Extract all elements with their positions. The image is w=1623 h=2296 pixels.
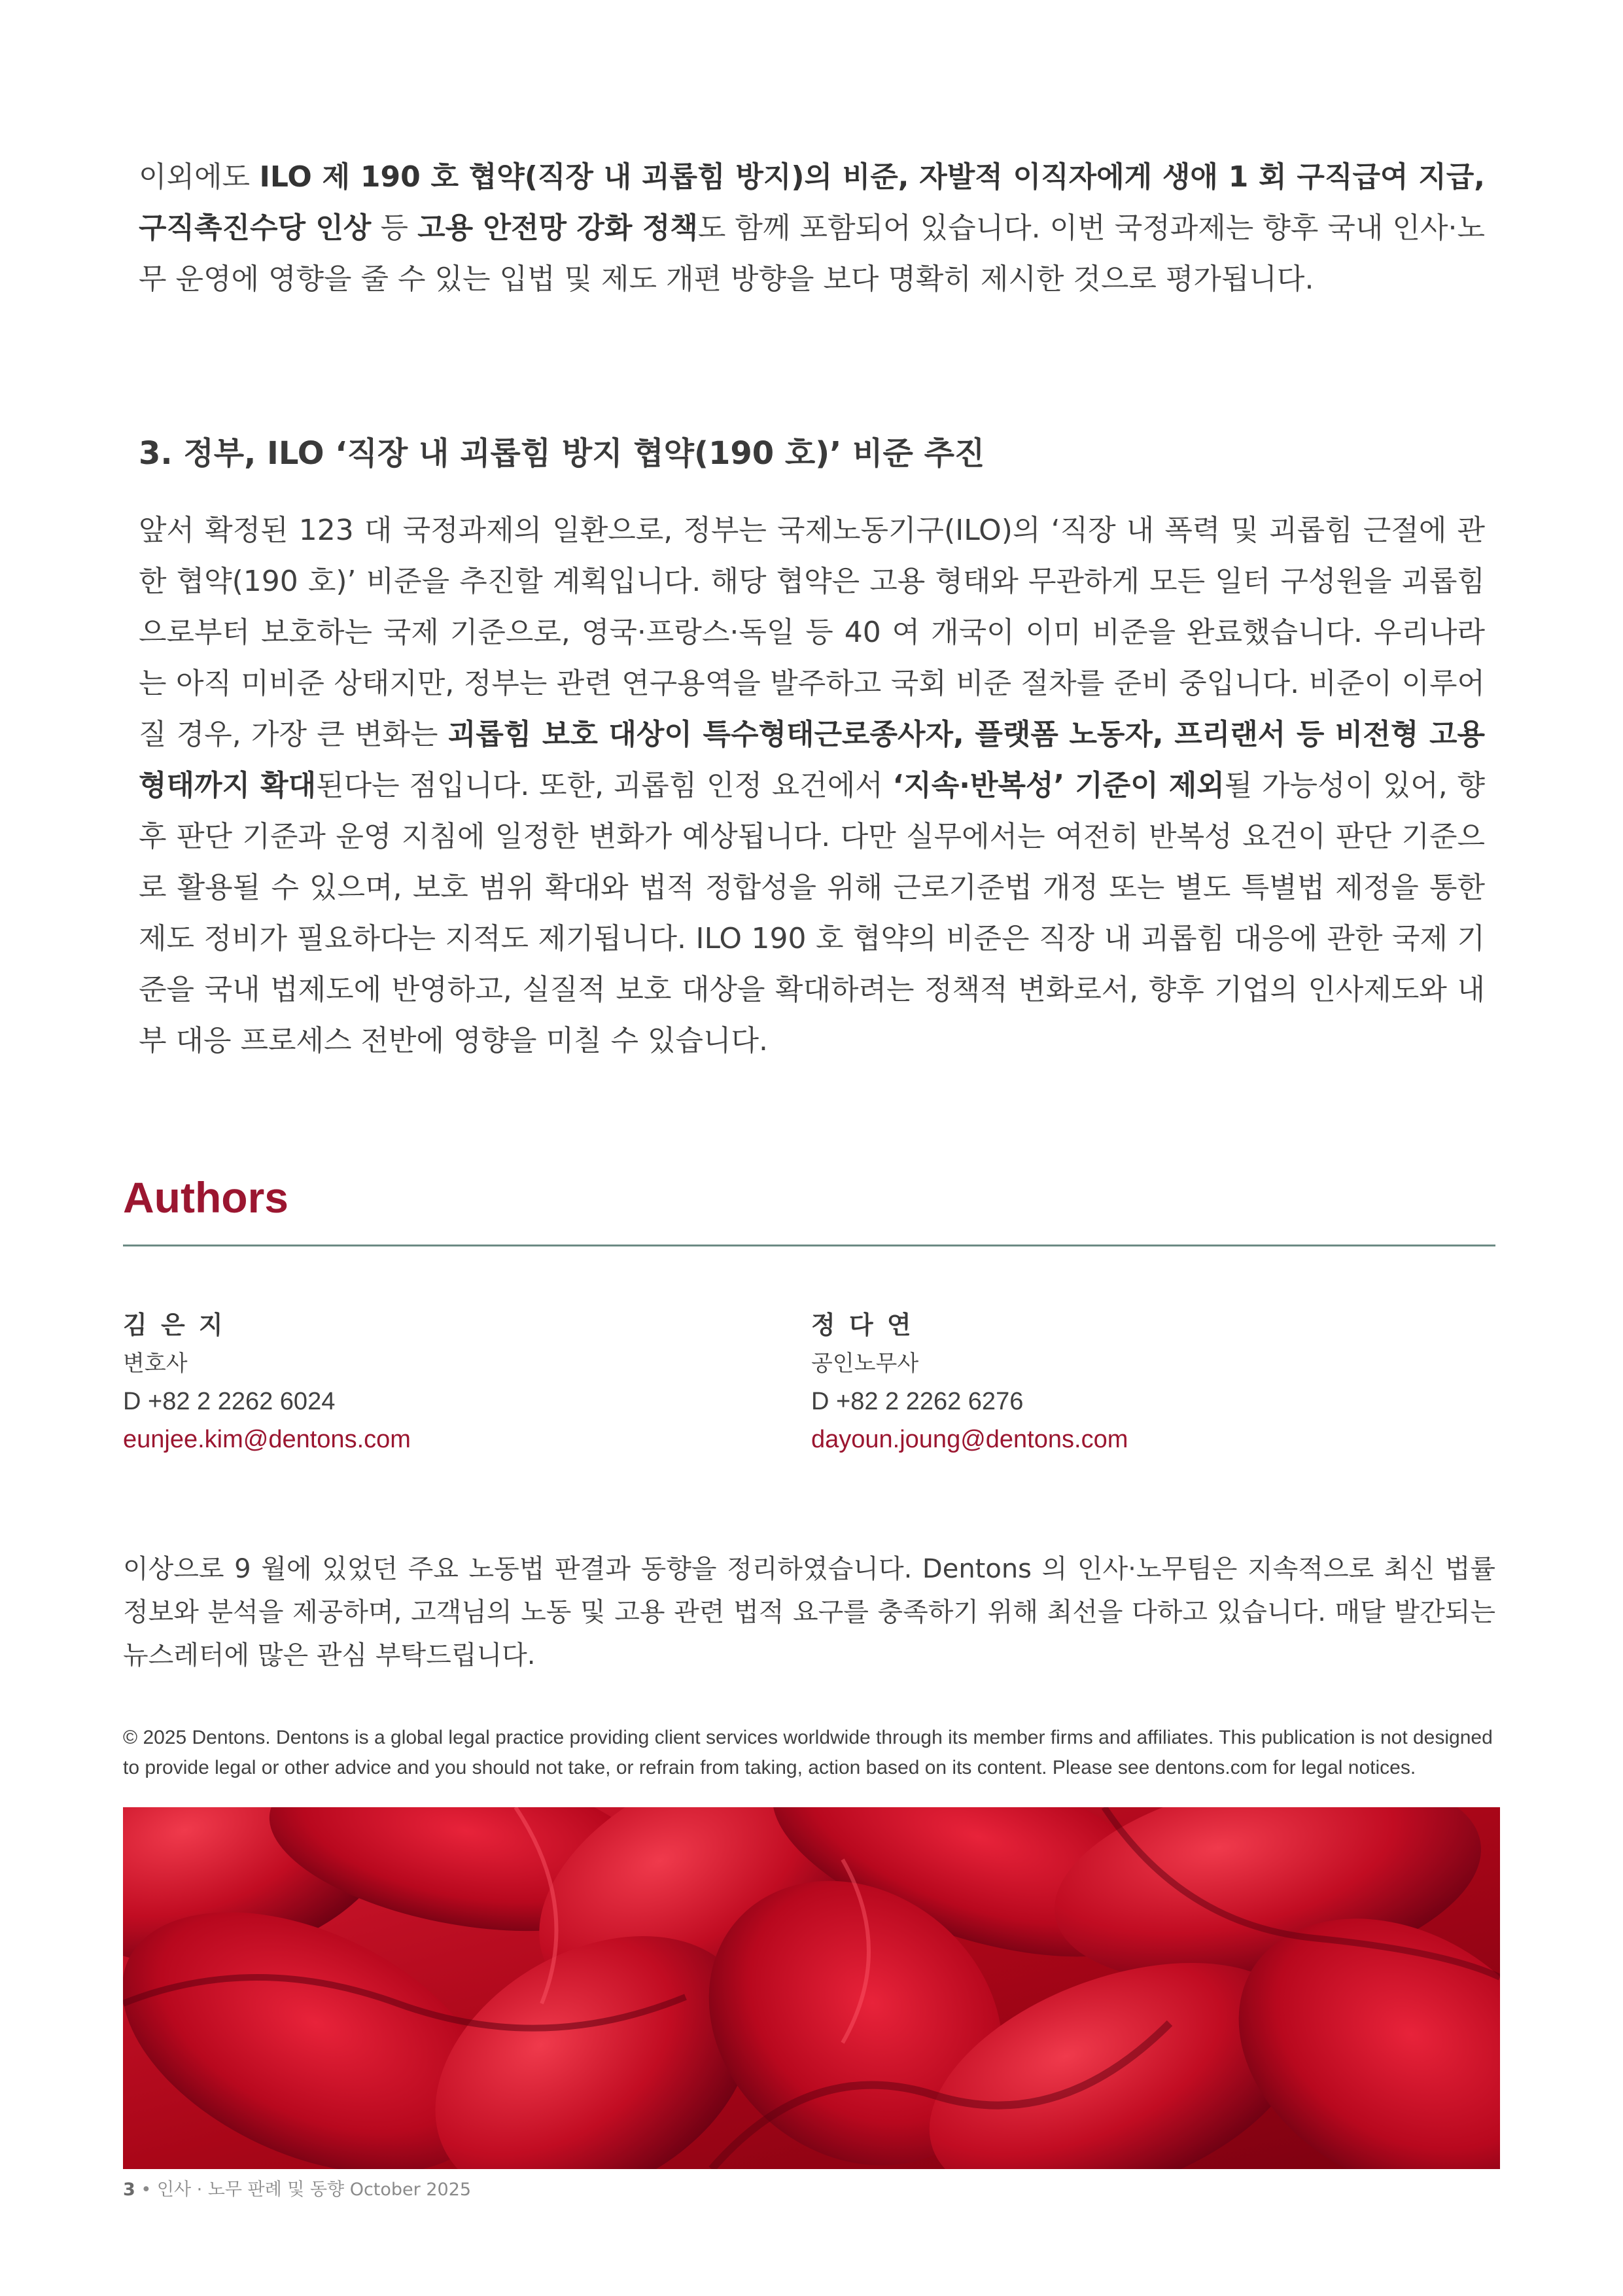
section-text: 된다는 점입니다. 또한, 괴롭힘 인정 요건에서 <box>316 769 893 802</box>
flower-petals-graphic <box>123 1807 1500 2169</box>
author-email-link[interactable]: dayoun.joung@dentons.com <box>811 1426 1128 1453</box>
authors-divider <box>123 1245 1495 1246</box>
author-role: 공인노무사 <box>811 1351 919 1377</box>
intro-text: 도 함께 포함되어 있습니다. 이번 국정과제는 향후 국내 인사·노무 운영에 영향을 줄 수 있는 입법 및 제도 개편 방향을 보다 명확히 제시한 것으로 평가됩니다. <box>139 211 1485 296</box>
section-text: 될 가능성이 있어, 향후 판단 기준과 운영 지침에 일정한 변화가 예상됩니다. 다만 실무에서는 여전히 반복성 요건이 판단 기준으로 활용될 수 있으며, 보호 범위 확대와 법적 정합성을 위해 근로기준법 개정 또는 별도 특별법 제정을 통한 제도 정비가 필요하다는 지적도 제기됩니다. ILO 190 호 협약의 비준은 직장 내 괴롭힘 대응에 관한 국제 기준을 국내 법제도에 반영하고, 실질적 보호 대상을 확대하려는 정책적 변화로서, 향후 기업의 인사제도와 내부 대응 프로세스 전반에 영향을 미칠 수 있습니다. <box>139 769 1486 1057</box>
intro-text: 이외에도 <box>139 160 260 194</box>
page-number: 3 <box>123 2180 135 2200</box>
intro-text: 등 <box>371 211 418 245</box>
author-phone: D +82 2 2262 6276 <box>811 1388 1024 1415</box>
intro-emphasis: 고용 안전망 강화 정책 <box>417 211 698 245</box>
author-card <box>811 1305 1400 1458</box>
section-text: 앞서 확정된 123 대 국정과제의 일환으로, 정부는 국제노동기구(ILO)의 ‘직장 내 폭력 및 괴롭힘 근절에 관한 협약(190 호)’ 비준을 추진할 계획입니다. 해당 협약은 고용 형태와 무관하게 모든 일터 구성원을 괴롭힘으로부터 보호하는 국제 기준으로, 영국·프랑스·독일 등 40 여 개국이 이미 비준을 완료했습니다. 우리나라는 아직 미비준 상태지만, 정부는 관련 연구용역을 발주하고 국회 비준 절차를 준비 중입니다. 비준이 이루어질 경우, 가장 큰 변화는 <box>139 514 1485 751</box>
section-emphasis: ‘지속·반복성’ 기준이 제외 <box>892 769 1225 802</box>
author-email-link[interactable]: eunjee.kim@dentons.com <box>123 1426 411 1453</box>
closing-paragraph: 이상으로 9 월에 있었던 주요 노동법 판결과 동향을 정리하였습니다. Dentons 의 인사·노무팀은 지속적으로 최신 법률 정보와 분석을 제공하며, 고객님의 노동 및 고용 관련 법적 요구를 충족하기 위해 최선을 다하고 있습니다. 매달 발간되는 뉴스레터에 많은 관심 부탁드립니다. <box>123 1554 1495 1670</box>
section-paragraph <box>139 505 1485 1067</box>
author-role: 변호사 <box>123 1351 188 1377</box>
dahlia-banner-image <box>123 1807 1500 2169</box>
author-name: 정 다 연 <box>811 1311 914 1339</box>
footer-title: • 인사 · 노무 판례 및 동향 October 2025 <box>135 2180 472 2200</box>
section-emphasis: 괴롭힘 보호 대상이 특수형태근로종사자, 플랫폼 노동자, 프리랜서 등 비전형 고용 형태까지 확대 <box>139 718 1485 802</box>
intro-paragraph <box>139 152 1485 305</box>
section-heading: 3. 정부, ILO ‘직장 내 괴롭힘 방지 협약(190 호)’ 비준 추진 <box>139 435 985 472</box>
copyright-notice: © 2025 Dentons. Dentons is a global legal practice providing client services worldwide through its member firms and affiliates. This publication is not designed to provide legal or other advice and you should not take, or refrain from taking, action based on its content. Please see dentons.com for legal notices. <box>123 1727 1493 1778</box>
author-name: 김 은 지 <box>123 1311 226 1339</box>
author-card <box>123 1305 712 1458</box>
page-footer <box>123 2176 471 2204</box>
author-phone: D +82 2 2262 6024 <box>123 1388 336 1415</box>
authors-heading: Authors <box>123 1173 288 1222</box>
intro-emphasis: ILO 제 190 호 협약(직장 내 괴롭힘 방지)의 비준, 자발적 이직자에게 생애 1 회 구직급여 지급, 구직촉진수당 인상 <box>139 160 1485 245</box>
